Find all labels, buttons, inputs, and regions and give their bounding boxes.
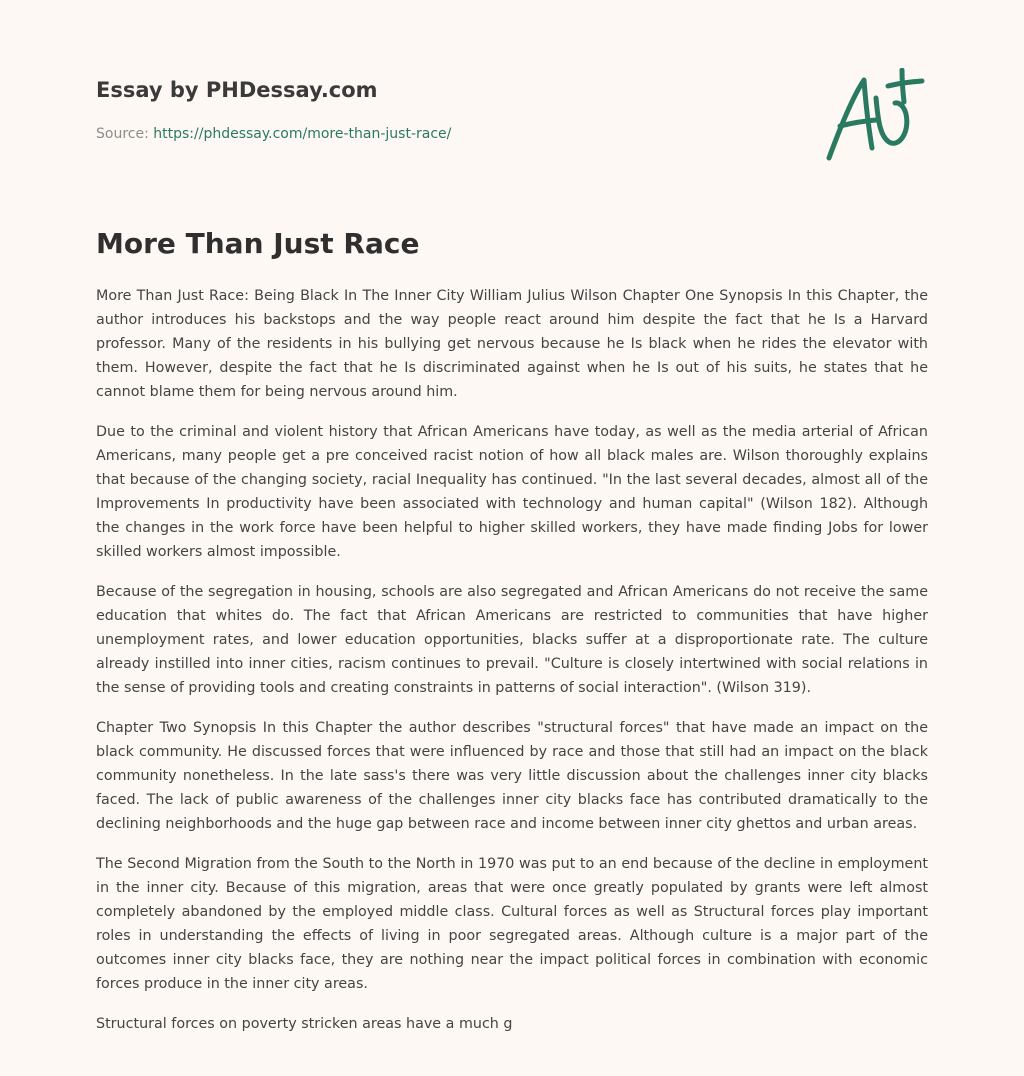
article-paragraph: Structural forces on poverty stricken areas have a much g [96, 1016, 513, 1032]
source-link[interactable]: https://phdessay.com/more-than-just-race/ [153, 126, 452, 142]
article-title: More Than Just Race [96, 227, 420, 260]
article-paragraph: The Second Migration from the South to the North in 1970 was put to an end because of the decline in employment in the inner city. Because of this migration, areas that were once greatly populated by grants were left almost completely abandoned by the employed middle class. Cultural forces as well as Structural forces play important roles in understanding the effects of living in poor segregated areas. Although culture is a major part of the outcomes inner city blacks face, they are nothing near the impact political forces in combination with economic forces produce in the inner city areas. [96, 856, 928, 992]
a-plus-logo-icon [820, 68, 928, 164]
article-paragraph: Because of the segregation in housing, schools are also segregated and African Americans do not receive the same education that whites do. The fact that African Americans are restricted to communities that have higher unemployment rates, and lower education opportunities, blacks suffer at a disproportionate rate. The culture already instilled into inner cities, racism continues to prevail. "Culture is closely intertwined with social relations in the sense of providing tools and creating constraints in patterns of social interaction". (Wilson 319). [96, 584, 928, 696]
brand-title: Essay by PHDessay.com [96, 78, 378, 102]
article-paragraph: More Than Just Race: Being Black In The Inner City William Julius Wilson Chapter One Synopsis In this Chapter, the author introduces his backstops and the way people react around him despite the fact that he Is a Harvard professor. Many of the residents in his bullying get nervous because he Is black when he rides the elevator with them. However, despite the fact that he Is discriminated against when he Is out of his suits, he states that he cannot blame them for being nervous around him. [96, 288, 928, 400]
article-body [96, 284, 928, 1052]
article-paragraph: Due to the criminal and violent history that African Americans have today, as well as the media arterial of African Americans, many people get a pre conceived racist notion of how all black males are. Wilson thoroughly explains that because of the changing society, racial Inequality has continued. "In the last several decades, almost all of the Improvements In productivity have been associated with technology and human capital" (Wilson 182). Although the changes in the work force have been helpful to higher skilled workers, they have made finding Jobs for lower skilled workers almost impossible. [96, 424, 928, 560]
essay-header [96, 76, 656, 144]
source-label: Source: [96, 126, 154, 142]
source-line [96, 124, 656, 144]
article-paragraph: Chapter Two Synopsis In this Chapter the author describes "structural forces" that have made an impact on the black community. He discussed forces that were influenced by race and those that still had an impact on the black community nonetheless. In the late sass's there was very little discussion about the challenges inner city blacks faced. The lack of public awareness of the challenges inner city blacks face has contributed dramatically to the declining neighborhoods and the huge gap between race and income between inner city ghettos and urban areas. [96, 720, 928, 832]
